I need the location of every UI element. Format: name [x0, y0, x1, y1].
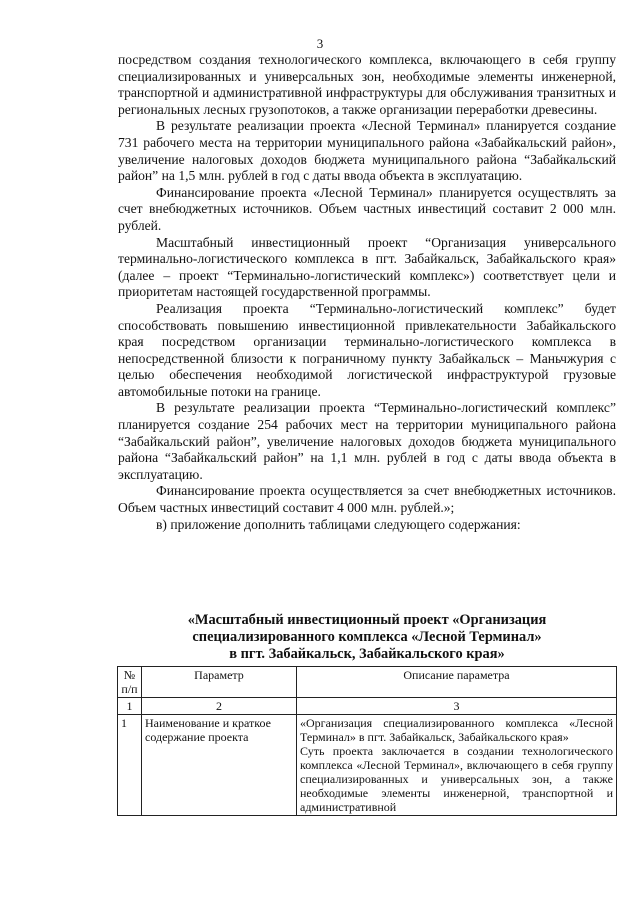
table-header-row [118, 667, 617, 698]
column-header-parameter: Параметр [142, 667, 297, 698]
paragraph: Финансирование проекта «Лесной Терминал» планируется осуществлять за счет внебюджетных источников. Объем частных инвестиций составит 2 000 млн. рублей. [118, 184, 616, 233]
column-number: 3 [297, 698, 617, 715]
paragraph: посредством создания технологического комплекса, включающего в себя группу специализированных и универсальных зон, необходимые элементы инженерной, транспортной и административной инфраструктуры для обслуживания транзитных и региональных лесных грузопотоков, а также организации переработки древесины. [118, 52, 616, 117]
heading-line: специализированного комплекса «Лесной Терминал» [192, 629, 542, 645]
parameters-table [117, 666, 617, 816]
table-row [118, 715, 617, 816]
description-paragraph: Суть проекта заключается в создании технологического комплекса «Лесной Терминал», включающего в себя группу специализированных и универсальных зон, а также необходимые элементы инженерной, транспортной и административной [300, 744, 613, 814]
paragraph: В результате реализации проекта “Терминально-логистический комплекс” планируется создание 254 рабочих мест на территории муниципального района “Забайкальский район”, увеличение налоговых доходов бюджета муниципального района “Забайкальский район” на 1,1 млн. рублей в год с даты ввода объекта в эксплуатацию. [118, 400, 616, 482]
column-header-description: Описание параметра [297, 667, 617, 698]
paragraph: Реализация проекта “Терминально-логистический комплекс” будет способствовать повышению инвестиционной привлекательности Забайкальского края посредством организации терминально-логистического комплекса в непосредственной близости к пограничному пункту Забайкальск – Маньчжурия с целью обеспечения необходимой логистической инфраструктурой грузовые автомобильные потоки на границе. [118, 300, 616, 399]
row-number: 1 [118, 715, 142, 816]
paragraph: в) приложение дополнить таблицами следующего содержания: [156, 516, 521, 532]
description-paragraph: «Организация специализированного комплекса «Лесной Терминал» в пгт. Забайкальск, Забайкальского края» [300, 716, 613, 744]
column-header-number: № п/п [118, 667, 142, 698]
heading-line: «Масштабный инвестиционный проект «Организация [187, 612, 547, 628]
table-heading [118, 612, 616, 663]
column-number: 2 [142, 698, 297, 715]
page-number: 3 [316, 36, 324, 51]
row-description [297, 715, 617, 816]
heading-line: в пгт. Забайкальск, Забайкальского края» [229, 646, 505, 662]
document-body [118, 52, 616, 533]
paragraph: Финансирование проекта осуществляется за счет внебюджетных источников. Объем частных инвестиций составит 4 000 млн. рублей.»; [118, 483, 616, 516]
paragraph: Масштабный инвестиционный проект “Организация универсального терминально-логистического комплекса в пгт. Забайкальск, Забайкальского края» (далее – проект “Терминально-логистический комплекс») соответствует цели и приоритетам настоящей государственной программы. [118, 234, 616, 300]
row-parameter: Наименование и краткое содержание проекта [142, 715, 297, 816]
paragraph: В результате реализации проекта «Лесной Терминал» планируется создание 731 рабочего места на территории муниципального района «Забайкальский район», увеличение налоговых доходов бюджета муниципального района “Забайкальский район” на 1,5 млн. рублей в год с даты ввода объекта в эксплуатацию. [118, 118, 616, 184]
column-number-row [118, 698, 617, 715]
column-number: 1 [118, 698, 142, 715]
